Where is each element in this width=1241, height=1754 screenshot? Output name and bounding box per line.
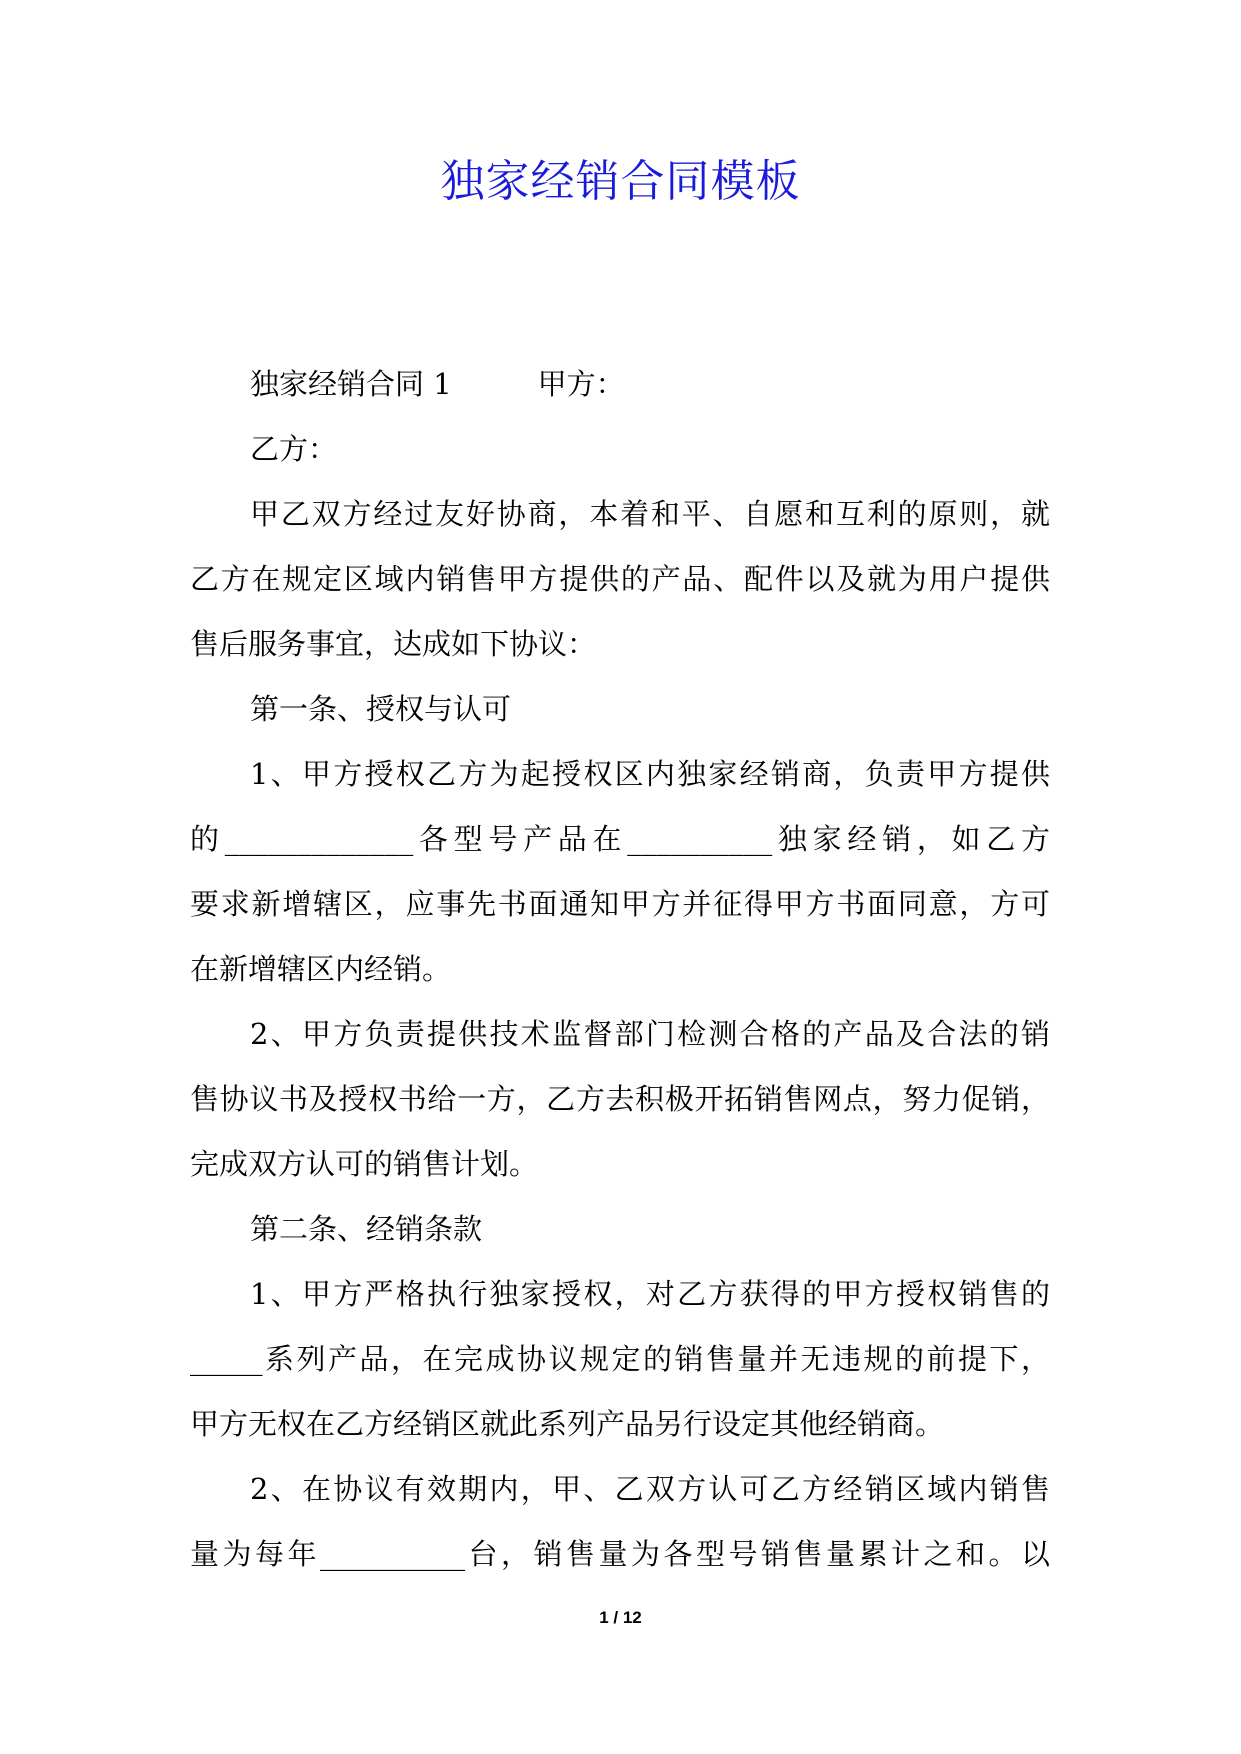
document-body — [190, 352, 1050, 1587]
paragraph-line: 量为每年__________台，销售量为各型号销售量累计之和。以 — [190, 1537, 1050, 1571]
paragraph-line: 售后服务事宜，达成如下协议： — [190, 627, 597, 661]
document-title: 独家经销合同模板 — [440, 156, 801, 207]
article-heading: 第二条、经销条款 — [250, 1212, 483, 1246]
paragraph-line: 售协议书及授权书给一方，乙方去积极开拓销售网点，努力促销， — [190, 1082, 1050, 1116]
paragraph-line: 要求新增辖区，应事先书面通知甲方并征得甲方书面同意，方可 — [190, 887, 1050, 921]
paragraph-line: 2、甲方负责提供技术监督部门检测合格的产品及合法的销 — [250, 1017, 1050, 1051]
paragraph-line: 1、甲方严格执行独家授权，对乙方获得的甲方授权销售的 — [250, 1277, 1050, 1311]
contract-heading-line — [190, 352, 1050, 417]
page-number: 1 / 12 — [599, 1608, 642, 1627]
paragraph-line: 乙方在规定区域内销售甲方提供的产品、配件以及就为用户提供 — [190, 562, 1050, 596]
paragraph-line: 的_____________各型号产品在__________独家经销，如乙方 — [190, 822, 1050, 856]
contract-name: 独家经销合同 1 — [250, 367, 452, 401]
paragraph-line: 甲方无权在乙方经销区就此系列产品另行设定其他经销商。 — [190, 1407, 945, 1441]
paragraph-line: 1、甲方授权乙方为起授权区内独家经销商，负责甲方提供 — [250, 757, 1050, 791]
paragraph-line: _____系列产品，在完成协议规定的销售量并无违规的前提下， — [190, 1342, 1050, 1376]
party-a-label: 甲方： — [537, 367, 625, 401]
party-b-label: 乙方： — [250, 432, 338, 466]
paragraph-line: 甲乙双方经过友好协商，本着和平、自愿和互利的原则，就 — [250, 497, 1050, 531]
paragraph-line: 完成双方认可的销售计划。 — [190, 1147, 539, 1181]
paragraph-line: 2、在协议有效期内，甲、乙双方认可乙方经销区域内销售 — [250, 1472, 1050, 1506]
paragraph-line: 在新增辖区内经销。 — [190, 952, 452, 986]
article-heading: 第一条、授权与认可 — [250, 692, 512, 726]
